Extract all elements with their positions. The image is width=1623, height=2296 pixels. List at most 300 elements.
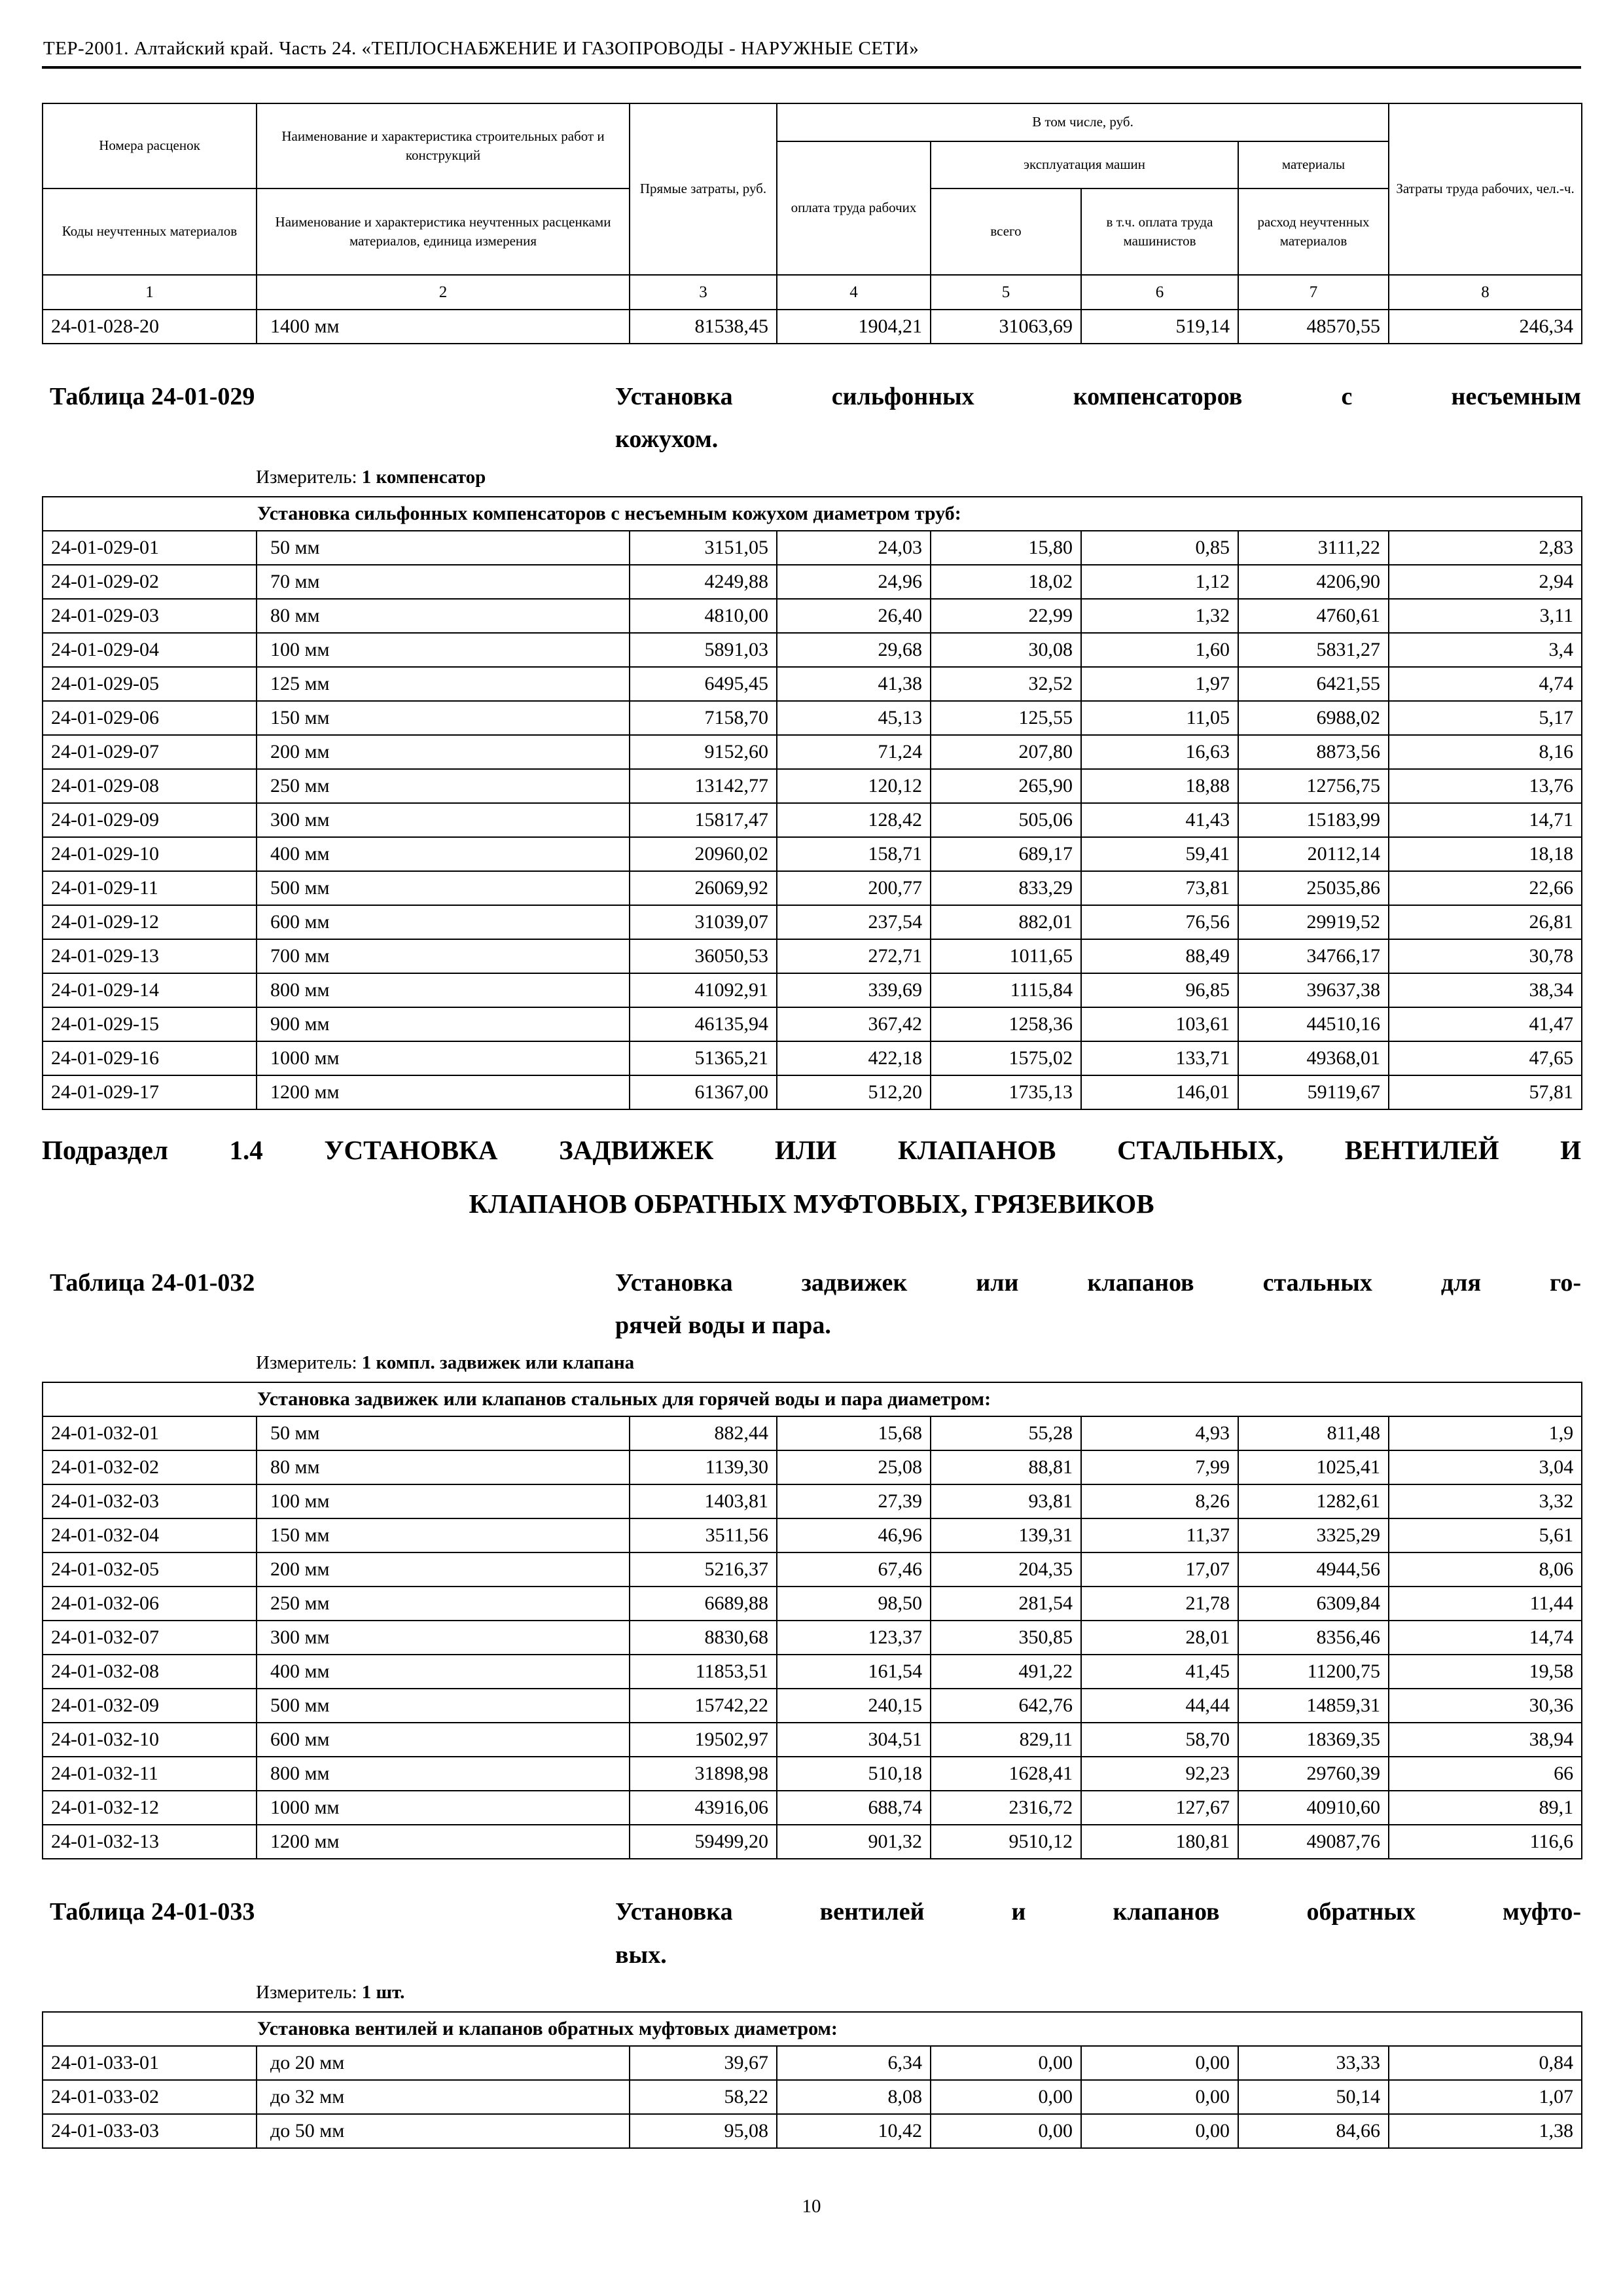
rate-value: 0,00 xyxy=(1081,2114,1238,2148)
carryover-table-body xyxy=(43,310,1582,344)
rate-value: 9510,12 xyxy=(931,1825,1081,1859)
rate-code: 24-01-033-02 xyxy=(43,2080,257,2114)
measure-value: 1 компл. задвижек или клапана xyxy=(361,1352,635,1374)
measure-line xyxy=(256,467,1581,488)
rate-value: 1,07 xyxy=(1389,2080,1582,2114)
rate-value: 18,88 xyxy=(1081,769,1238,803)
column-number: 1 xyxy=(43,275,257,310)
rate-value: 16,63 xyxy=(1081,735,1238,769)
rate-value: 9152,60 xyxy=(630,735,777,769)
rate-code: 24-01-029-15 xyxy=(43,1007,257,1041)
rate-value: 30,36 xyxy=(1389,1689,1582,1723)
rate-value: 127,67 xyxy=(1081,1791,1238,1825)
rate-value: 29760,39 xyxy=(1238,1757,1389,1791)
table-row xyxy=(43,1621,1582,1655)
rate-value: 25035,86 xyxy=(1238,871,1389,905)
measure-label: Измеритель: xyxy=(256,466,357,488)
running-header: ТЕР-2001. Алтайский край. Часть 24. «ТЕПЛОСНАБЖЕНИЕ И ГАЗОПРОВОДЫ - НАРУЖНЫЕ СЕТИ» xyxy=(43,38,919,59)
rate-code: 24-01-028-20 xyxy=(43,310,257,344)
rates-header-table xyxy=(42,103,1582,344)
rate-value: 12756,75 xyxy=(1238,769,1389,803)
rate-value: 58,22 xyxy=(630,2080,777,2114)
rate-name: 150 мм xyxy=(257,1518,630,1552)
rate-value: 1282,61 xyxy=(1238,1484,1389,1518)
rate-name: 400 мм xyxy=(257,1655,630,1689)
rate-value: 422,18 xyxy=(777,1041,931,1075)
rate-name: 80 мм xyxy=(257,599,630,633)
table-description-line: вых. xyxy=(615,1941,667,1969)
rate-code: 24-01-032-04 xyxy=(43,1518,257,1552)
rate-code: 24-01-029-13 xyxy=(43,939,257,973)
col-header-materials-consumption: расход неучтенных материалов xyxy=(1238,188,1389,275)
rate-value: 3,4 xyxy=(1389,633,1582,667)
table-row xyxy=(43,531,1582,565)
rate-name: 250 мм xyxy=(257,1587,630,1621)
rate-name: 200 мм xyxy=(257,735,630,769)
rate-value: 8,16 xyxy=(1389,735,1582,769)
table-body xyxy=(43,2012,1582,2148)
table-row xyxy=(43,803,1582,837)
table-row xyxy=(43,565,1582,599)
rate-value: 246,34 xyxy=(1389,310,1582,344)
rate-name: 1400 мм xyxy=(257,310,630,344)
rate-value: 6495,45 xyxy=(630,667,777,701)
rate-value: 51365,21 xyxy=(630,1041,777,1075)
rate-code: 24-01-032-12 xyxy=(43,1791,257,1825)
rate-code: 24-01-029-08 xyxy=(43,769,257,803)
rate-code: 24-01-029-10 xyxy=(43,837,257,871)
rate-value: 367,42 xyxy=(777,1007,931,1041)
rate-value: 11853,51 xyxy=(630,1655,777,1689)
table-row xyxy=(43,310,1582,344)
rate-value: 61367,00 xyxy=(630,1075,777,1109)
section-header-row xyxy=(43,497,1582,531)
rate-value: 161,54 xyxy=(777,1655,931,1689)
rate-name: 1200 мм xyxy=(257,1825,630,1859)
table-description-line: рячей воды и пара. xyxy=(615,1312,831,1340)
rate-value: 265,90 xyxy=(931,769,1081,803)
rate-value: 158,71 xyxy=(777,837,931,871)
rate-value: 45,13 xyxy=(777,701,931,735)
rate-value: 44,44 xyxy=(1081,1689,1238,1723)
rate-value: 116,6 xyxy=(1389,1825,1582,1859)
rate-value: 93,81 xyxy=(931,1484,1081,1518)
section-header-row xyxy=(43,1382,1582,1416)
subsection-heading xyxy=(42,1123,1581,1230)
rate-name: 700 мм xyxy=(257,939,630,973)
rate-value: 3,32 xyxy=(1389,1484,1582,1518)
rate-value: 1403,81 xyxy=(630,1484,777,1518)
rate-value: 125,55 xyxy=(931,701,1081,735)
rate-value: 0,00 xyxy=(931,2046,1081,2080)
rate-value: 96,85 xyxy=(1081,973,1238,1007)
rate-value: 128,42 xyxy=(777,803,931,837)
table-row xyxy=(43,667,1582,701)
rate-value: 11,44 xyxy=(1389,1587,1582,1621)
rate-value: 19,58 xyxy=(1389,1655,1582,1689)
rate-value: 4810,00 xyxy=(630,599,777,633)
rate-value: 15817,47 xyxy=(630,803,777,837)
table-row xyxy=(43,2080,1582,2114)
rate-value: 67,46 xyxy=(777,1552,931,1587)
rate-value: 0,00 xyxy=(931,2114,1081,2148)
rate-code: 24-01-029-09 xyxy=(43,803,257,837)
column-number: 8 xyxy=(1389,275,1582,310)
table-description-line: кожухом. xyxy=(615,425,719,454)
rate-code: 24-01-029-17 xyxy=(43,1075,257,1109)
table-head xyxy=(43,103,1582,310)
section-header-row xyxy=(43,2012,1582,2046)
rate-value: 1025,41 xyxy=(1238,1450,1389,1484)
col-header-direct-costs: Прямые затраты, руб. xyxy=(630,103,777,275)
rate-value: 98,50 xyxy=(777,1587,931,1621)
table-row xyxy=(43,1655,1582,1689)
rate-value: 41,38 xyxy=(777,667,931,701)
rate-value: 833,29 xyxy=(931,871,1081,905)
rate-code: 24-01-029-05 xyxy=(43,667,257,701)
table-row xyxy=(43,599,1582,633)
rate-value: 505,06 xyxy=(931,803,1081,837)
rate-code: 24-01-029-06 xyxy=(43,701,257,735)
rate-name: 250 мм xyxy=(257,769,630,803)
table-row xyxy=(43,2046,1582,2080)
rate-name: 200 мм xyxy=(257,1552,630,1587)
rate-name: 1000 мм xyxy=(257,1041,630,1075)
rate-name: 100 мм xyxy=(257,633,630,667)
rate-value: 89,1 xyxy=(1389,1791,1582,1825)
rate-value: 3325,29 xyxy=(1238,1518,1389,1552)
table-row xyxy=(43,633,1582,667)
rate-value: 7158,70 xyxy=(630,701,777,735)
rate-value: 103,61 xyxy=(1081,1007,1238,1041)
rate-value: 4760,61 xyxy=(1238,599,1389,633)
subsection-heading-line: КЛАПАНОВ ОБРАТНЫХ МУФТОВЫХ, ГРЯЗЕВИКОВ xyxy=(469,1188,1154,1219)
rate-value: 6689,88 xyxy=(630,1587,777,1621)
rate-value: 18369,35 xyxy=(1238,1723,1389,1757)
rate-value: 1,60 xyxy=(1081,633,1238,667)
rate-value: 6988,02 xyxy=(1238,701,1389,735)
rate-value: 2,83 xyxy=(1389,531,1582,565)
table-row xyxy=(43,1041,1582,1075)
rate-value: 24,96 xyxy=(777,565,931,599)
rate-value: 6,34 xyxy=(777,2046,931,2080)
rate-value: 24,03 xyxy=(777,531,931,565)
col-header-labor-costs: Затраты труда рабочих, чел.-ч. xyxy=(1389,103,1582,275)
rate-name: 400 мм xyxy=(257,837,630,871)
rate-code: 24-01-032-13 xyxy=(43,1825,257,1859)
rate-value: 18,18 xyxy=(1389,837,1582,871)
rate-code: 24-01-029-16 xyxy=(43,1041,257,1075)
table-row xyxy=(43,973,1582,1007)
section-header-text: Установка сильфонных компенсаторов с несъемным кожухом диаметром труб: xyxy=(43,497,1582,531)
rate-value: 31898,98 xyxy=(630,1757,777,1791)
rate-code: 24-01-029-12 xyxy=(43,905,257,939)
rate-code: 24-01-029-07 xyxy=(43,735,257,769)
measure-value: 1 компенсатор xyxy=(361,466,486,488)
rate-value: 20112,14 xyxy=(1238,837,1389,871)
rate-name: 600 мм xyxy=(257,1723,630,1757)
rate-value: 59,41 xyxy=(1081,837,1238,871)
rate-value: 350,85 xyxy=(931,1621,1081,1655)
rate-value: 11200,75 xyxy=(1238,1655,1389,1689)
rate-value: 13,76 xyxy=(1389,769,1582,803)
table-description-line: Установка задвижек или клапанов стальных для го- xyxy=(615,1268,1581,1297)
table-row xyxy=(43,735,1582,769)
table-row xyxy=(43,871,1582,905)
table-row xyxy=(43,1416,1582,1450)
rate-value: 146,01 xyxy=(1081,1075,1238,1109)
rate-value: 14,71 xyxy=(1389,803,1582,837)
rate-value: 40910,60 xyxy=(1238,1791,1389,1825)
rate-value: 1,9 xyxy=(1389,1416,1582,1450)
rate-value: 71,24 xyxy=(777,735,931,769)
rate-value: 237,54 xyxy=(777,905,931,939)
rate-value: 829,11 xyxy=(931,1723,1081,1757)
table-row xyxy=(43,769,1582,803)
rate-value: 1,38 xyxy=(1389,2114,1582,2148)
rates-table-029 xyxy=(42,496,1582,1110)
table-row xyxy=(43,1075,1582,1109)
rate-value: 15742,22 xyxy=(630,1689,777,1723)
rate-value: 26,81 xyxy=(1389,905,1582,939)
rate-value: 15183,99 xyxy=(1238,803,1389,837)
rates-table-033 xyxy=(42,2011,1582,2149)
table-description xyxy=(615,376,1581,461)
table-row xyxy=(43,1757,1582,1791)
table-row xyxy=(43,701,1582,735)
rate-value: 27,39 xyxy=(777,1484,931,1518)
rate-value: 4206,90 xyxy=(1238,565,1389,599)
rate-value: 20960,02 xyxy=(630,837,777,871)
rate-value: 1735,13 xyxy=(931,1075,1081,1109)
rate-value: 28,01 xyxy=(1081,1621,1238,1655)
measure-label: Измеритель: xyxy=(256,1982,357,2003)
rate-value: 22,99 xyxy=(931,599,1081,633)
table-row xyxy=(43,1587,1582,1621)
rate-value: 7,99 xyxy=(1081,1450,1238,1484)
col-header-machines-total: всего xyxy=(931,188,1081,275)
section-header-text: Установка вентилей и клапанов обратных муфтовых диаметром: xyxy=(43,2012,1582,2046)
table-label: Таблица 24-01-032 xyxy=(50,1268,255,1297)
rate-value: 180,81 xyxy=(1081,1825,1238,1859)
col-header-machines: эксплуатация машин xyxy=(931,141,1238,188)
rate-value: 95,08 xyxy=(630,2114,777,2148)
rate-value: 34766,17 xyxy=(1238,939,1389,973)
page-number: 10 xyxy=(802,2196,821,2217)
rate-value: 66 xyxy=(1389,1757,1582,1791)
rate-value: 272,71 xyxy=(777,939,931,973)
rate-code: 24-01-032-07 xyxy=(43,1621,257,1655)
rate-value: 4944,56 xyxy=(1238,1552,1389,1587)
rate-value: 204,35 xyxy=(931,1552,1081,1587)
column-number: 7 xyxy=(1238,275,1389,310)
rate-value: 46,96 xyxy=(777,1518,931,1552)
rate-code: 24-01-032-06 xyxy=(43,1587,257,1621)
rate-value: 6309,84 xyxy=(1238,1587,1389,1621)
rate-value: 6421,55 xyxy=(1238,667,1389,701)
rate-value: 39637,38 xyxy=(1238,973,1389,1007)
column-number: 2 xyxy=(257,275,630,310)
rate-value: 688,74 xyxy=(777,1791,931,1825)
col-header-rate-numbers: Номера расценок xyxy=(43,103,257,188)
rate-value: 14,74 xyxy=(1389,1621,1582,1655)
rate-value: 0,00 xyxy=(1081,2046,1238,2080)
rate-value: 1258,36 xyxy=(931,1007,1081,1041)
rate-name: 50 мм xyxy=(257,1416,630,1450)
col-header-labor-pay: оплата труда рабочих xyxy=(777,141,931,275)
rate-value: 3511,56 xyxy=(630,1518,777,1552)
rate-value: 38,94 xyxy=(1389,1723,1582,1757)
table-label: Таблица 24-01-029 xyxy=(50,383,255,410)
table-description-line: Установка сильфонных компенсаторов с несъемным xyxy=(615,383,1581,410)
col-header-work-name: Наименование и характеристика строительных работ и конструкций xyxy=(257,103,630,188)
rate-value: 0,00 xyxy=(1081,2080,1238,2114)
table-body xyxy=(43,1382,1582,1859)
rate-value: 15,80 xyxy=(931,531,1081,565)
rate-value: 59499,20 xyxy=(630,1825,777,1859)
column-numbers-row xyxy=(43,275,1582,310)
table-body xyxy=(43,497,1582,1109)
table-row xyxy=(43,1689,1582,1723)
rate-code: 24-01-033-01 xyxy=(43,2046,257,2080)
rate-value: 43916,06 xyxy=(630,1791,777,1825)
rate-value: 88,81 xyxy=(931,1450,1081,1484)
rate-code: 24-01-032-10 xyxy=(43,1723,257,1757)
rate-name: до 20 мм xyxy=(257,2046,630,2080)
table-description-line: Установка вентилей и клапанов обратных муфто- xyxy=(615,1898,1581,1926)
rate-value: 3151,05 xyxy=(630,531,777,565)
rate-value: 207,80 xyxy=(931,735,1081,769)
rate-value: 84,66 xyxy=(1238,2114,1389,2148)
rate-value: 5216,37 xyxy=(630,1552,777,1587)
rate-value: 73,81 xyxy=(1081,871,1238,905)
table-row xyxy=(43,905,1582,939)
rate-value: 30,08 xyxy=(931,633,1081,667)
rate-value: 1904,21 xyxy=(777,310,931,344)
table-description xyxy=(615,1262,1581,1348)
rate-value: 512,20 xyxy=(777,1075,931,1109)
rate-value: 901,32 xyxy=(777,1825,931,1859)
rate-value: 0,00 xyxy=(931,2080,1081,2114)
table-row xyxy=(43,1450,1582,1484)
rate-value: 139,31 xyxy=(931,1518,1081,1552)
rate-code: 24-01-029-04 xyxy=(43,633,257,667)
rate-value: 10,42 xyxy=(777,2114,931,2148)
measure-label: Измеритель: xyxy=(256,1352,357,1374)
rate-value: 0,85 xyxy=(1081,531,1238,565)
rate-value: 58,70 xyxy=(1081,1723,1238,1757)
rate-code: 24-01-032-02 xyxy=(43,1450,257,1484)
rate-value: 3,11 xyxy=(1389,599,1582,633)
rate-value: 36050,53 xyxy=(630,939,777,973)
col-header-machinist-pay: в т.ч. оплата труда машинистов xyxy=(1081,188,1238,275)
rate-value: 15,68 xyxy=(777,1416,931,1450)
rate-value: 5,61 xyxy=(1389,1518,1582,1552)
rate-value: 0,84 xyxy=(1389,2046,1582,2080)
rate-value: 339,69 xyxy=(777,973,931,1007)
rate-value: 281,54 xyxy=(931,1587,1081,1621)
rate-value: 1011,65 xyxy=(931,939,1081,973)
subsection-heading-line: Подраздел 1.4 УСТАНОВКА ЗАДВИЖЕК ИЛИ КЛАПАНОВ СТАЛЬНЫХ, ВЕНТИЛЕЙ И xyxy=(42,1134,1581,1165)
col-header-including: В том числе, руб. xyxy=(777,103,1389,141)
rate-name: 600 мм xyxy=(257,905,630,939)
rate-code: 24-01-032-11 xyxy=(43,1757,257,1791)
rate-name: 1000 мм xyxy=(257,1791,630,1825)
rate-code: 24-01-029-14 xyxy=(43,973,257,1007)
rate-value: 26069,92 xyxy=(630,871,777,905)
table-row xyxy=(43,1518,1582,1552)
rate-value: 689,17 xyxy=(931,837,1081,871)
rate-value: 19502,97 xyxy=(630,1723,777,1757)
rate-value: 14859,31 xyxy=(1238,1689,1389,1723)
table-title-block-033 xyxy=(42,1891,1581,1977)
rate-value: 41,43 xyxy=(1081,803,1238,837)
rate-value: 5891,03 xyxy=(630,633,777,667)
rate-value: 57,81 xyxy=(1389,1075,1582,1109)
rate-value: 5,17 xyxy=(1389,701,1582,735)
rate-value: 29,68 xyxy=(777,633,931,667)
rate-value: 32,52 xyxy=(931,667,1081,701)
rate-value: 13142,77 xyxy=(630,769,777,803)
section-header-text: Установка задвижек или клапанов стальных для горячей воды и пара диаметром: xyxy=(43,1382,1582,1416)
rate-value: 59119,67 xyxy=(1238,1075,1389,1109)
rate-code: 24-01-032-05 xyxy=(43,1552,257,1587)
rate-value: 8830,68 xyxy=(630,1621,777,1655)
table-row xyxy=(43,1552,1582,1587)
rate-value: 2316,72 xyxy=(931,1791,1081,1825)
rate-value: 200,77 xyxy=(777,871,931,905)
rate-code: 24-01-029-11 xyxy=(43,871,257,905)
rate-value: 882,44 xyxy=(630,1416,777,1450)
rate-value: 50,14 xyxy=(1238,2080,1389,2114)
rate-name: 1200 мм xyxy=(257,1075,630,1109)
rate-name: 300 мм xyxy=(257,1621,630,1655)
rate-value: 41092,91 xyxy=(630,973,777,1007)
rate-name: 50 мм xyxy=(257,531,630,565)
rate-value: 882,01 xyxy=(931,905,1081,939)
rate-code: 24-01-029-01 xyxy=(43,531,257,565)
rate-code: 24-01-029-03 xyxy=(43,599,257,633)
rate-value: 1,32 xyxy=(1081,599,1238,633)
rate-value: 491,22 xyxy=(931,1655,1081,1689)
rate-name: 125 мм xyxy=(257,667,630,701)
rate-name: 800 мм xyxy=(257,1757,630,1791)
rate-code: 24-01-033-03 xyxy=(43,2114,257,2148)
rate-value: 304,51 xyxy=(777,1723,931,1757)
rate-code: 24-01-032-09 xyxy=(43,1689,257,1723)
header-rule xyxy=(42,66,1581,69)
table-row xyxy=(43,837,1582,871)
table-row xyxy=(43,1825,1582,1859)
rate-value: 3,04 xyxy=(1389,1450,1582,1484)
rate-value: 240,15 xyxy=(777,1689,931,1723)
rate-value: 31039,07 xyxy=(630,905,777,939)
rate-value: 41,47 xyxy=(1389,1007,1582,1041)
table-description xyxy=(615,1891,1581,1977)
rate-value: 1139,30 xyxy=(630,1450,777,1484)
rate-value: 4,93 xyxy=(1081,1416,1238,1450)
rate-value: 26,40 xyxy=(777,599,931,633)
table-row xyxy=(43,1791,1582,1825)
rate-value: 49368,01 xyxy=(1238,1041,1389,1075)
rate-value: 1,12 xyxy=(1081,565,1238,599)
rate-code: 24-01-032-03 xyxy=(43,1484,257,1518)
rate-value: 30,78 xyxy=(1389,939,1582,973)
rate-value: 17,07 xyxy=(1081,1552,1238,1587)
rate-name: до 32 мм xyxy=(257,2080,630,2114)
rate-value: 38,34 xyxy=(1389,973,1582,1007)
rate-value: 33,33 xyxy=(1238,2046,1389,2080)
